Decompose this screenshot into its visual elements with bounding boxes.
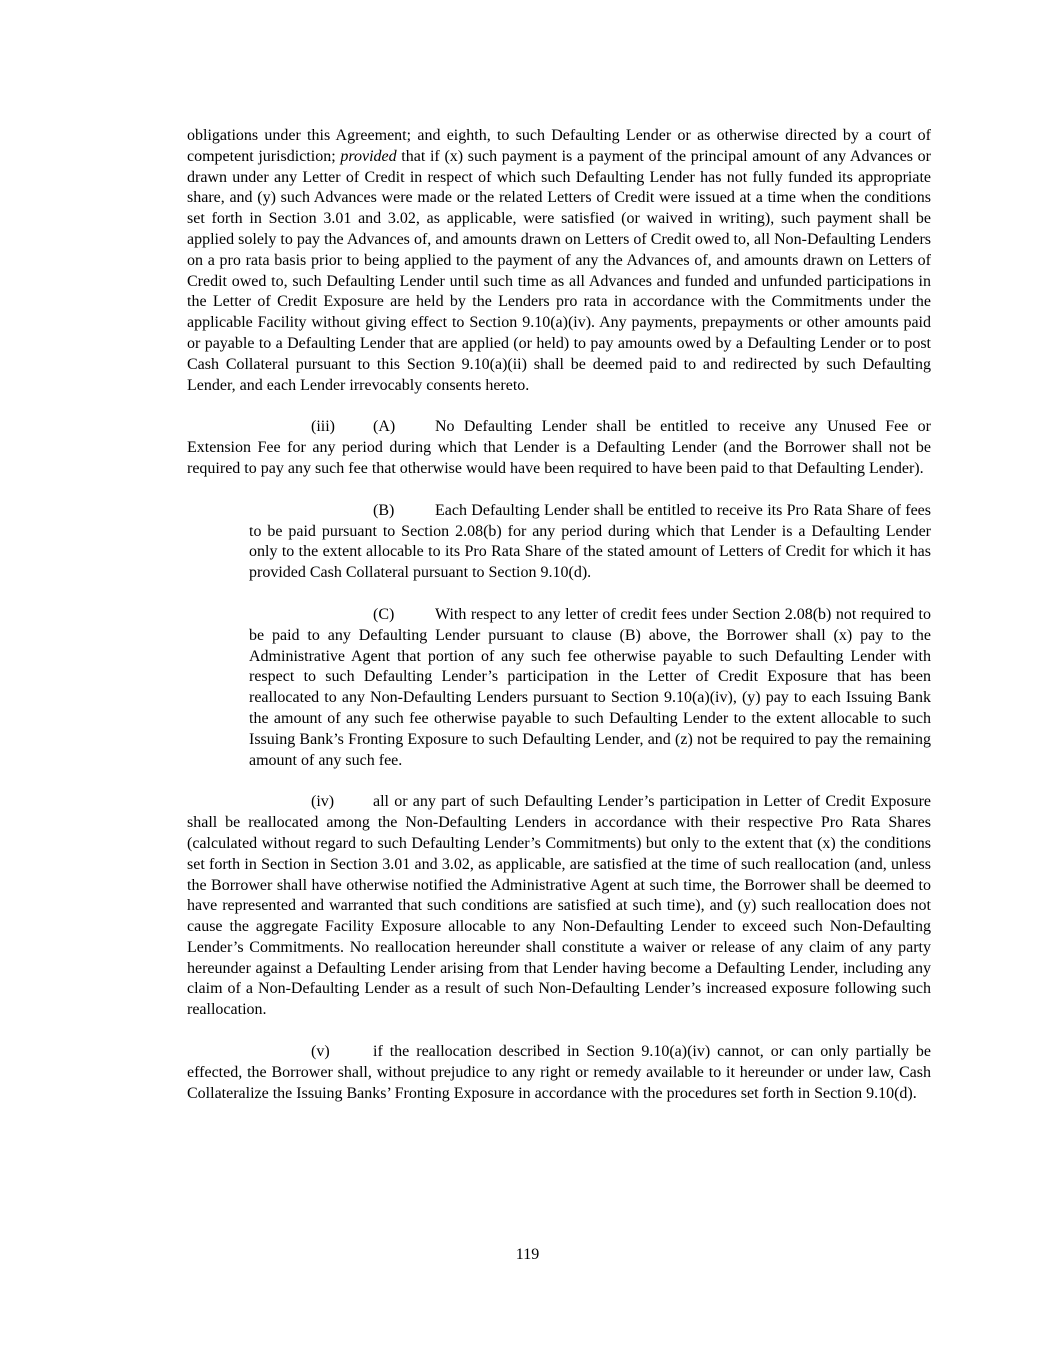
subclause-letter: (C) (373, 605, 395, 623)
paragraph-text: Each Defaulting Lender shall be entitled to receive its Pro Rata Share of fees to be paid pursuant to Section 2.08(b) for any period during which that Lender is a Defaulting Lender only to the extent allocable to its Pro Rata Share of the stated amount of Letters of Credit for which it has provided Cash Collateral pursuant to Section 9.10(d). (249, 501, 931, 582)
paragraph-text: if the reallocation described in Section 9.10(a)(iv) cannot, or can only partially be effected, the Borrower shall, without prejudice to any right or remedy available to it hereunder or under law, Cash Collateralize the Issuing Banks’ Fronting Exposure in accordance with the procedures set forth in Section 9.10(d). (187, 1043, 931, 1102)
subclause-letter: (A) (373, 418, 396, 436)
paragraph-v (187, 1042, 931, 1104)
paragraph-iv (187, 792, 931, 1021)
paragraph-c (249, 605, 931, 771)
paragraph-text: that if (x) such payment is a payment of the principal amount of any Advances or drawn under any Letter of Credit in respect of which such Defaulting Lender has not fully funded its appropriate share, and (y) such Advances were made or the related Letters of Credit were issued at a time when the conditions set forth in Section 3.01 and 3.02, as applicable, were satisfied (or waived in writing), such payment shall be applied solely to pay the Advances of, and amounts drawn on Letters of Credit owed to, all Non-Defaulting Lenders on a pro rata basis prior to being applied to the payment of any the Advances of, and amounts drawn on Letters of Credit owed to, such Defaulting Lender until such time as all Advances and funded and unfunded participations in the Letter of Credit Exposure are held by the Lenders pro rata in accordance with the Commitments under the applicable Facility without giving effect to Section 9.10(a)(iv). Any payments, prepayments or other amounts paid or payable to a Defaulting Lender that are applied (or held) to pay amounts owed by a Defaulting Lender or to post Cash Collateral pursuant to this Section 9.10(a)(ii) shall be deemed paid to and redirected by such Defaulting Lender, and each Lender irrevocably consents hereto. (187, 147, 932, 394)
paragraph-text: all or any part of such Defaulting Lender’s participation in Letter of Credit Exposure shall be reallocated among the Non-Defaulting Lenders in accordance with their respective Pro Rata Shares (calculated without regard to such Defaulting Lender’s Commitments) but only to the extent that (x) the conditions set forth in Section in Section 3.01 and 3.02, as applicable, are satisfied at the time of such reallocation (and, unless the Borrower shall have otherwise notified the Administrative Agent at such time, the Borrower shall be deemed to have represented and warranted that such conditions are satisfied at such time), and (y) such reallocation does not cause the aggregate Facility Exposure allocable to any Non-Defaulting Lender to exceed such Non-Defaulting Lender’s Commitments. No reallocation hereunder shall constitute a waiver or release of any claim of any party hereunder against a Defaulting Lender arising from that Lender having become a Defaulting Lender, including any claim of a Non-Defaulting Lender as a result of such Non-Defaulting Lender’s increased exposure following such reallocation. (187, 793, 931, 1019)
page-number: 119 (515, 1246, 540, 1263)
paragraph-b (249, 501, 931, 584)
paragraph-text: With respect to any letter of credit fees under Section 2.08(b) not required to be paid to any Defaulting Lender pursuant to clause (B) above, the Borrower shall (x) pay to the Administrative Agent that portion of any such fee otherwise payable to such Defaulting Lender with respect to such Defaulting Lender’s participation in the Letter of Credit Exposure that has been reallocated to any Non-Defaulting Lenders pursuant to Section 9.10(a)(iv), (y) pay to each Issuing Bank the amount of any such fee otherwise payable to such Defaulting Lender to the extent allocable to such Issuing Bank’s Fronting Exposure to such Defaulting Lender, and (z) not be required to pay the remaining amount of any such fee. (249, 605, 931, 769)
clause-number: (v) (311, 1043, 330, 1061)
paragraph-continuation (187, 126, 931, 396)
paragraph-text: No Defaulting Lender shall be entitled to receive any Unused Fee or Extension Fee for any period during which that Lender is a Defaulting Lender (and the Borrower shall not be required to pay any such fee that otherwise would have been required to have been paid to that Defaulting Lender). (187, 418, 931, 477)
subclause-letter: (B) (373, 501, 395, 519)
document-body (187, 126, 931, 1125)
paragraph-text: obligations under this Agreement; and eighth, to such Defaulting Lender or as otherwise directed by a court of competent jurisdiction; (187, 127, 931, 165)
paragraph-iii-a (187, 417, 931, 479)
provided-italic: provided (340, 147, 397, 165)
clause-number: (iv) (311, 793, 335, 811)
clause-number: (iii) (311, 418, 335, 436)
